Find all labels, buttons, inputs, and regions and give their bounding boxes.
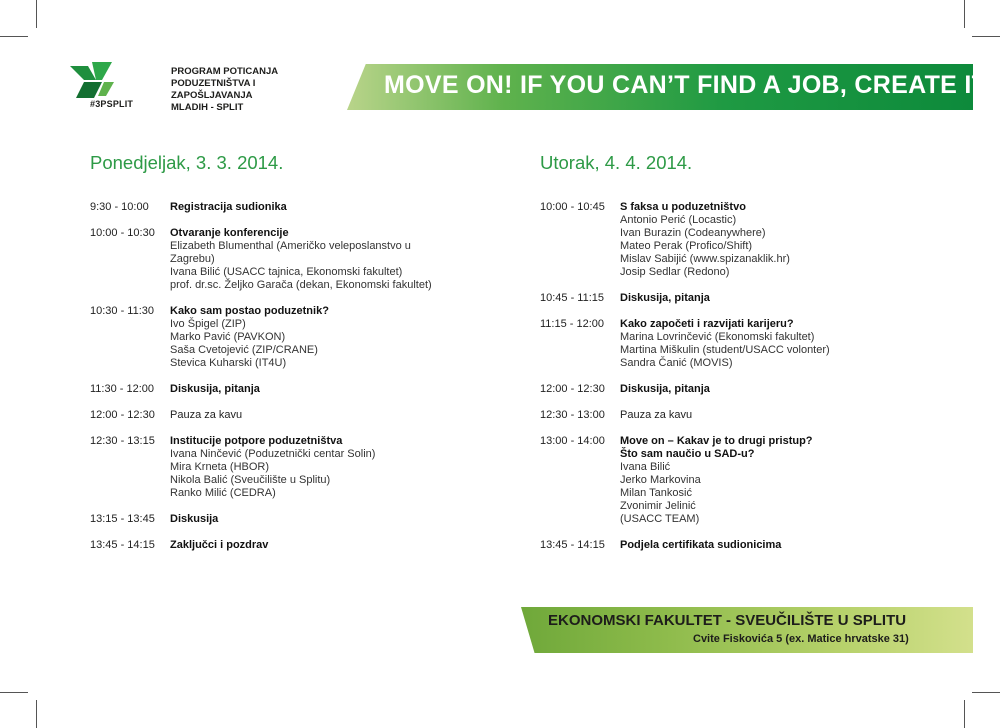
schedule-item (540, 539, 920, 552)
program-line: PODUZETNIŠTVA I (171, 78, 256, 89)
logo-text: #3PSPLIT (90, 99, 134, 109)
session-title: Kako započeti i razvijati karijeru? (620, 318, 794, 330)
session-title: Pauza za kavu (620, 409, 693, 421)
speaker: Saša Cvetojević (ZIP/CRANE) (170, 344, 318, 356)
session-title: Pauza za kavu (170, 409, 243, 421)
schedule-content (620, 409, 920, 422)
speaker: Marina Lovrinčević (Ekonomski fakultet) (620, 331, 815, 343)
crop-mark (964, 0, 965, 28)
speaker: Mira Krneta (HBOR) (170, 461, 270, 473)
session-title: Diskusija, pitanja (170, 383, 260, 395)
crop-mark (0, 36, 28, 37)
speaker: Stevica Kuharski (IT4U) (170, 357, 287, 369)
footer-address: Cvite Fiskovića 5 (ex. Matice hrvatske 31) (693, 633, 909, 645)
speaker: Mislav Sabijić (www.spizanaklik.hr) (620, 253, 790, 265)
schedule-content (170, 383, 455, 396)
schedule-item (90, 305, 455, 370)
schedule-item (90, 383, 455, 396)
schedule-content (620, 318, 920, 370)
program-line: ZAPOŠLJAVANJA (171, 90, 253, 101)
session-title: Zaključci i pozdrav (170, 539, 269, 551)
logo-mark-icon (68, 60, 116, 100)
schedule-content (620, 201, 920, 279)
speaker: Milan Tankosić (620, 487, 692, 499)
speaker: Martina Miškulin (student/USACC volonter) (620, 344, 830, 356)
schedule-time: 12:30 - 13:15 (90, 435, 155, 447)
speaker: Ivana Bilić (620, 461, 671, 473)
session-subtitle: Što sam naučio u SAD-u? (620, 448, 755, 460)
schedule-item (540, 201, 920, 279)
schedule-item (540, 383, 920, 396)
schedule-time: 9:30 - 10:00 (90, 201, 149, 213)
session-title: Kako sam postao poduzetnik? (170, 305, 329, 317)
session-title: S faksa u poduzetništvo (620, 201, 746, 213)
speaker: Jerko Markovina (620, 474, 701, 486)
schedule-content (170, 539, 455, 552)
schedule-content (170, 305, 455, 370)
day-title-monday: Ponedjeljak, 3. 3. 2014. (90, 152, 284, 173)
schedule-item (90, 201, 455, 214)
crop-mark (972, 36, 1000, 37)
schedule-tuesday (540, 201, 920, 552)
speaker: Mateo Perak (Profico/Shift) (620, 240, 753, 252)
speaker: Josip Sedlar (Redono) (620, 266, 730, 278)
schedule-time: 12:00 - 12:30 (90, 409, 155, 421)
schedule-item (540, 435, 920, 526)
schedule-item (540, 409, 920, 422)
schedule-time: 10:45 - 11:15 (540, 292, 605, 304)
schedule-monday (90, 201, 455, 552)
speaker: Nikola Balić (Sveučilište u Splitu) (170, 474, 331, 486)
session-title: Move on – Kakav je to drugi pristup? (620, 435, 813, 447)
day-title-tuesday: Utorak, 4. 4. 2014. (540, 152, 693, 173)
session-title: Diskusija (170, 513, 219, 525)
schedule-item (90, 409, 455, 422)
speaker: Elizabeth Blumenthal (Američko veleposlanstvo u Zagrebu) (170, 240, 411, 265)
session-title: Diskusija, pitanja (620, 383, 710, 395)
crop-mark (0, 692, 28, 693)
schedule-time: 10:30 - 11:30 (90, 305, 155, 317)
speaker: Ivan Burazin (Codeanywhere) (620, 227, 766, 239)
schedule-time: 13:15 - 13:45 (90, 513, 155, 525)
crop-mark (36, 700, 37, 728)
schedule-item (90, 513, 455, 526)
session-title: Diskusija, pitanja (620, 292, 710, 304)
schedule-time: 11:30 - 12:00 (90, 383, 155, 395)
slogan-text: MOVE ON! IF YOU CAN’T FIND A JOB, CREATE IT! (384, 71, 996, 99)
logo (68, 60, 148, 112)
speaker: Zvonimir Jelinić (620, 500, 696, 512)
speaker: Sandra Čanić (MOVIS) (620, 357, 733, 369)
schedule-content (170, 409, 455, 422)
schedule-content (170, 201, 455, 214)
schedule-time: 13:45 - 14:15 (90, 539, 155, 551)
speaker: (USACC TEAM) (620, 513, 700, 525)
schedule-time: 11:15 - 12:00 (540, 318, 605, 330)
speaker: prof. dr.sc. Željko Garača (dekan, Ekonomski fakultet) (170, 279, 432, 291)
schedule-item (90, 227, 455, 292)
session-title: Institucije potpore poduzetništva (170, 435, 343, 447)
schedule-time: 12:30 - 13:00 (540, 409, 605, 421)
schedule-time: 10:00 - 10:30 (90, 227, 155, 239)
speaker: Ranko Milić (CEDRA) (170, 487, 276, 499)
footer-title: EKONOMSKI FAKULTET - SVEUČILIŠTE U SPLITU (548, 612, 907, 629)
schedule-content (620, 435, 920, 526)
speaker: Antonio Perić (Locastic) (620, 214, 737, 226)
schedule-content (170, 227, 455, 292)
session-title: Registracija sudionika (170, 201, 287, 213)
speaker: Marko Pavić (PAVKON) (170, 331, 286, 343)
crop-mark (36, 0, 37, 28)
schedule-time: 10:00 - 10:45 (540, 201, 605, 213)
schedule-content (620, 539, 920, 552)
speaker: Ivo Špigel (ZIP) (170, 318, 246, 330)
speaker: Ivana Ninčević (Poduzetnički centar Solin) (170, 448, 376, 460)
program-title (171, 66, 278, 114)
schedule-item (540, 292, 920, 305)
schedule-time: 13:00 - 14:00 (540, 435, 605, 447)
crop-mark (964, 700, 965, 728)
schedule-content (620, 383, 920, 396)
schedule-time: 13:45 - 14:15 (540, 539, 605, 551)
schedule-item (90, 539, 455, 552)
program-line: MLADIH - SPLIT (171, 102, 244, 113)
schedule-content (170, 435, 455, 500)
session-title: Podjela certifikata sudionicima (620, 539, 782, 551)
schedule-content (620, 292, 920, 305)
schedule-item (90, 435, 455, 500)
schedule-time: 12:00 - 12:30 (540, 383, 605, 395)
schedule-item (540, 318, 920, 370)
crop-mark (972, 692, 1000, 693)
schedule-content (170, 513, 455, 526)
speaker: Ivana Bilić (USACC tajnica, Ekonomski fakultet) (170, 266, 403, 278)
program-line: PROGRAM POTICANJA (171, 66, 279, 77)
session-title: Otvaranje konferencije (170, 227, 289, 239)
